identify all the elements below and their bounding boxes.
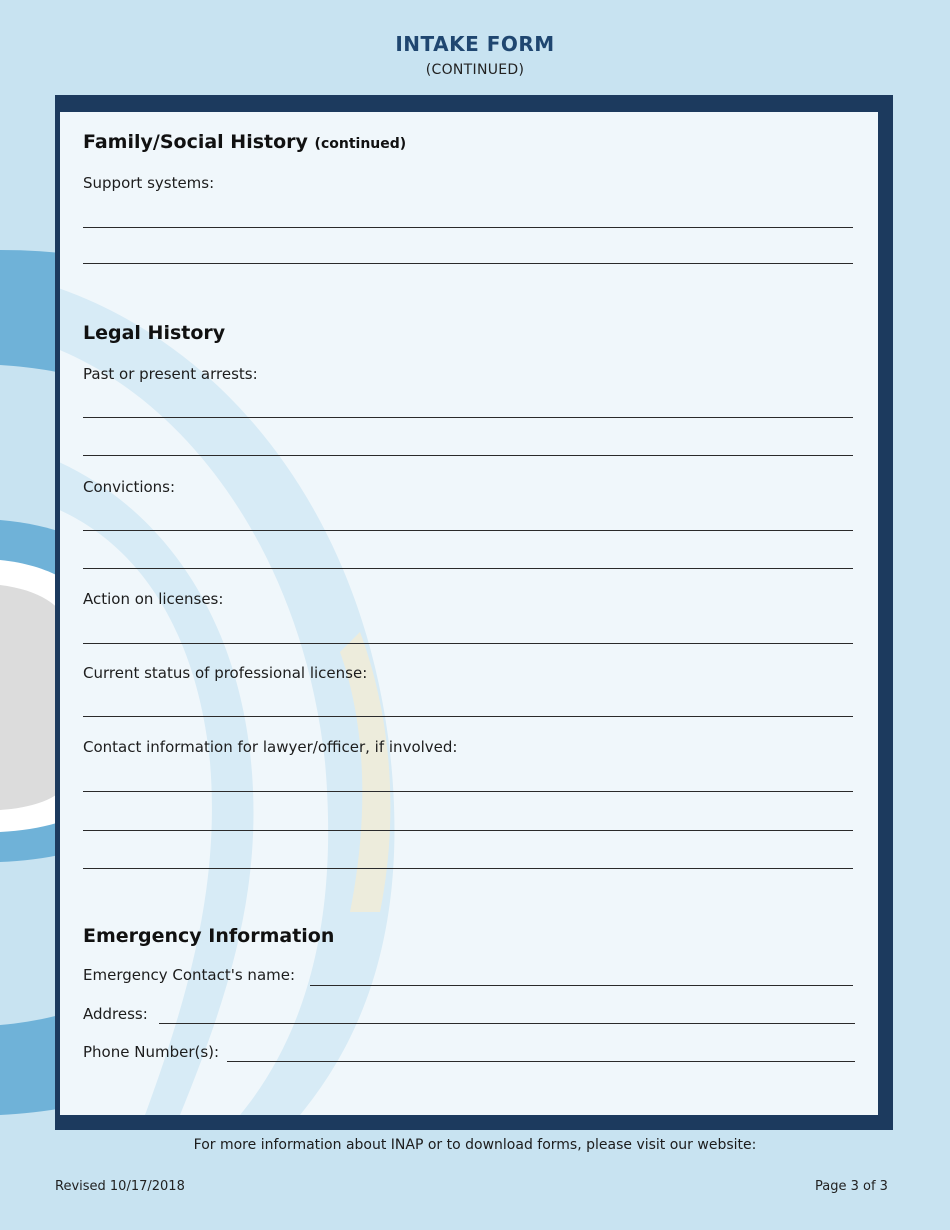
- revised-date: Revised 10/17/2018: [55, 1179, 185, 1194]
- phone-field[interactable]: [227, 1061, 855, 1062]
- support-systems-label: Support systems:: [83, 174, 215, 192]
- licenses-line[interactable]: [83, 643, 853, 644]
- support-systems-line-2[interactable]: [83, 263, 853, 264]
- page-number: Page 3 of 3: [815, 1179, 888, 1194]
- address-field[interactable]: [159, 1023, 855, 1024]
- page-title: INTAKE FORM: [395, 32, 555, 56]
- emergency-info-heading: Emergency Information: [83, 925, 335, 947]
- arrests-line-1[interactable]: [83, 417, 853, 418]
- page-subtitle: (CONTINUED): [425, 62, 525, 78]
- phone-label: Phone Number(s):: [83, 1043, 220, 1061]
- license-status-line[interactable]: [83, 716, 853, 717]
- convictions-line-2[interactable]: [83, 568, 853, 569]
- licenses-label: Action on licenses:: [83, 590, 224, 608]
- emergency-contact-label: Emergency Contact's name:: [83, 966, 296, 984]
- convictions-label: Convictions:: [83, 478, 176, 496]
- emergency-contact-field[interactable]: [310, 985, 853, 986]
- support-systems-line-1[interactable]: [83, 227, 853, 228]
- lawyer-contact-line-1[interactable]: [83, 791, 853, 792]
- lawyer-contact-line-3[interactable]: [83, 868, 853, 869]
- address-label: Address:: [83, 1005, 148, 1023]
- convictions-line-1[interactable]: [83, 530, 853, 531]
- family-history-title: Family/Social History: [83, 131, 308, 153]
- family-history-heading: [83, 131, 406, 153]
- lawyer-contact-line-2[interactable]: [83, 830, 853, 831]
- arrests-line-2[interactable]: [83, 455, 853, 456]
- arrests-label: Past or present arrests:: [83, 365, 258, 383]
- license-status-label: Current status of professional license:: [83, 664, 368, 682]
- lawyer-contact-label: Contact information for lawyer/officer, if involved:: [83, 738, 458, 756]
- family-history-suffix: (continued): [314, 136, 407, 152]
- legal-history-heading: Legal History: [83, 322, 226, 344]
- footer-note: For more information about INAP or to download forms, please visit our website:: [193, 1137, 757, 1153]
